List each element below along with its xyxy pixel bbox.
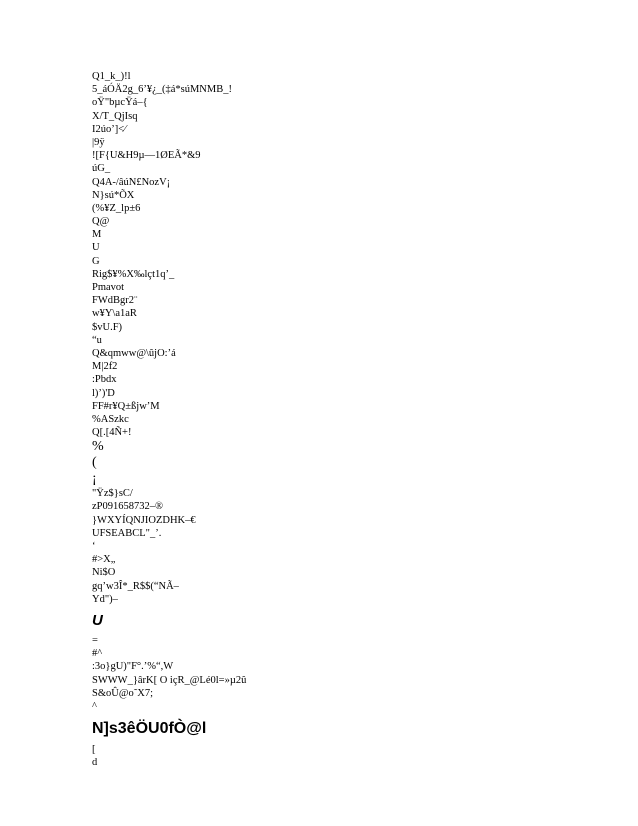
text-line: G xyxy=(92,255,100,267)
text-line: $vU.F) xyxy=(92,321,123,333)
text-line: “u xyxy=(92,334,102,346)
text-line: Rig$¥%X‰lçt1q’_ xyxy=(92,268,175,280)
text-block-a xyxy=(92,70,612,439)
text-line: úG_ xyxy=(92,163,111,175)
text-line: w¥Y\a1aR xyxy=(92,308,137,320)
text-line: Yd")– xyxy=(92,593,118,605)
text-line: #^ xyxy=(92,648,103,660)
text-line: M xyxy=(92,229,102,241)
text-line: ( xyxy=(92,455,97,471)
text-line: % xyxy=(92,439,104,455)
text-line: %ASzkc xyxy=(92,413,129,425)
text-line: ![F{U&H9µ—1ØEÃ*&9 xyxy=(92,150,201,162)
text-line: Ni$O xyxy=(92,567,116,579)
text-line: M|2f2 xyxy=(92,361,118,373)
text-line: #>X„ xyxy=(92,554,116,566)
text-line: ¡ xyxy=(92,471,97,487)
text-line: U xyxy=(92,242,100,254)
text-line: (%¥Z_lp±6 xyxy=(92,202,141,214)
text-block-e xyxy=(92,743,612,769)
text-line: I2úo’]<⁄ xyxy=(92,123,126,135)
text-line: FF#r¥Q±ßjw’M xyxy=(92,400,160,412)
text-line: d xyxy=(92,757,98,769)
text-line: [ xyxy=(92,744,96,756)
document-page xyxy=(92,70,612,769)
text-line: Pmavot xyxy=(92,282,125,293)
text-line: "Ÿz$}sC/ xyxy=(92,488,133,500)
text-line: X/T_QjIsq xyxy=(92,110,138,122)
text-line: S&oÛ@o˜X7; xyxy=(92,687,154,699)
text-block-b xyxy=(92,439,612,487)
text-line: |9ÿ xyxy=(92,136,105,148)
section-heading-bold: N]s3êÖU0fÒ@l xyxy=(92,720,207,738)
text-line: 5_áÓÄ2g_6’¥¿_(‡á*súMNMB_! xyxy=(92,84,232,96)
text-line: :3o}gU)"F°.’%“,W xyxy=(92,661,174,673)
text-block-d xyxy=(92,634,612,713)
text-line: oŸ"bµcŸá–{ xyxy=(92,97,148,109)
text-line: gq’w3Î*_R$$(“NÃ– xyxy=(92,580,179,592)
text-block-c xyxy=(92,487,612,606)
text-line: Q1_k_)!l xyxy=(92,71,131,82)
text-line: zP091658732–® xyxy=(92,501,163,513)
text-line: Q&qmww@\ûjO:’á xyxy=(92,347,176,359)
text-line: }WXYÍQNJIOZDHK–€ xyxy=(92,514,196,526)
section-heading-italic: U xyxy=(92,611,103,629)
text-line: ^ xyxy=(92,700,97,712)
text-line: UFSEABCL"_’. xyxy=(92,527,162,539)
text-line: :Pbdx xyxy=(92,374,117,386)
text-line: Q[.[4Ñ+! xyxy=(92,427,132,439)
text-line: l)’)'D xyxy=(92,387,115,399)
text-line: ‘ xyxy=(92,541,96,552)
text-line: = xyxy=(92,634,98,646)
text-line: FWdBgr2¨ xyxy=(92,295,138,307)
text-line: Q4A-/âúN£NozV¡ xyxy=(92,176,171,188)
text-line: Q@ xyxy=(92,216,110,228)
text-line: N}sú*ÕX xyxy=(92,189,135,201)
text-line: SWWW_}ârK[ O içR_@Lé0l=»µ2û xyxy=(92,674,247,686)
